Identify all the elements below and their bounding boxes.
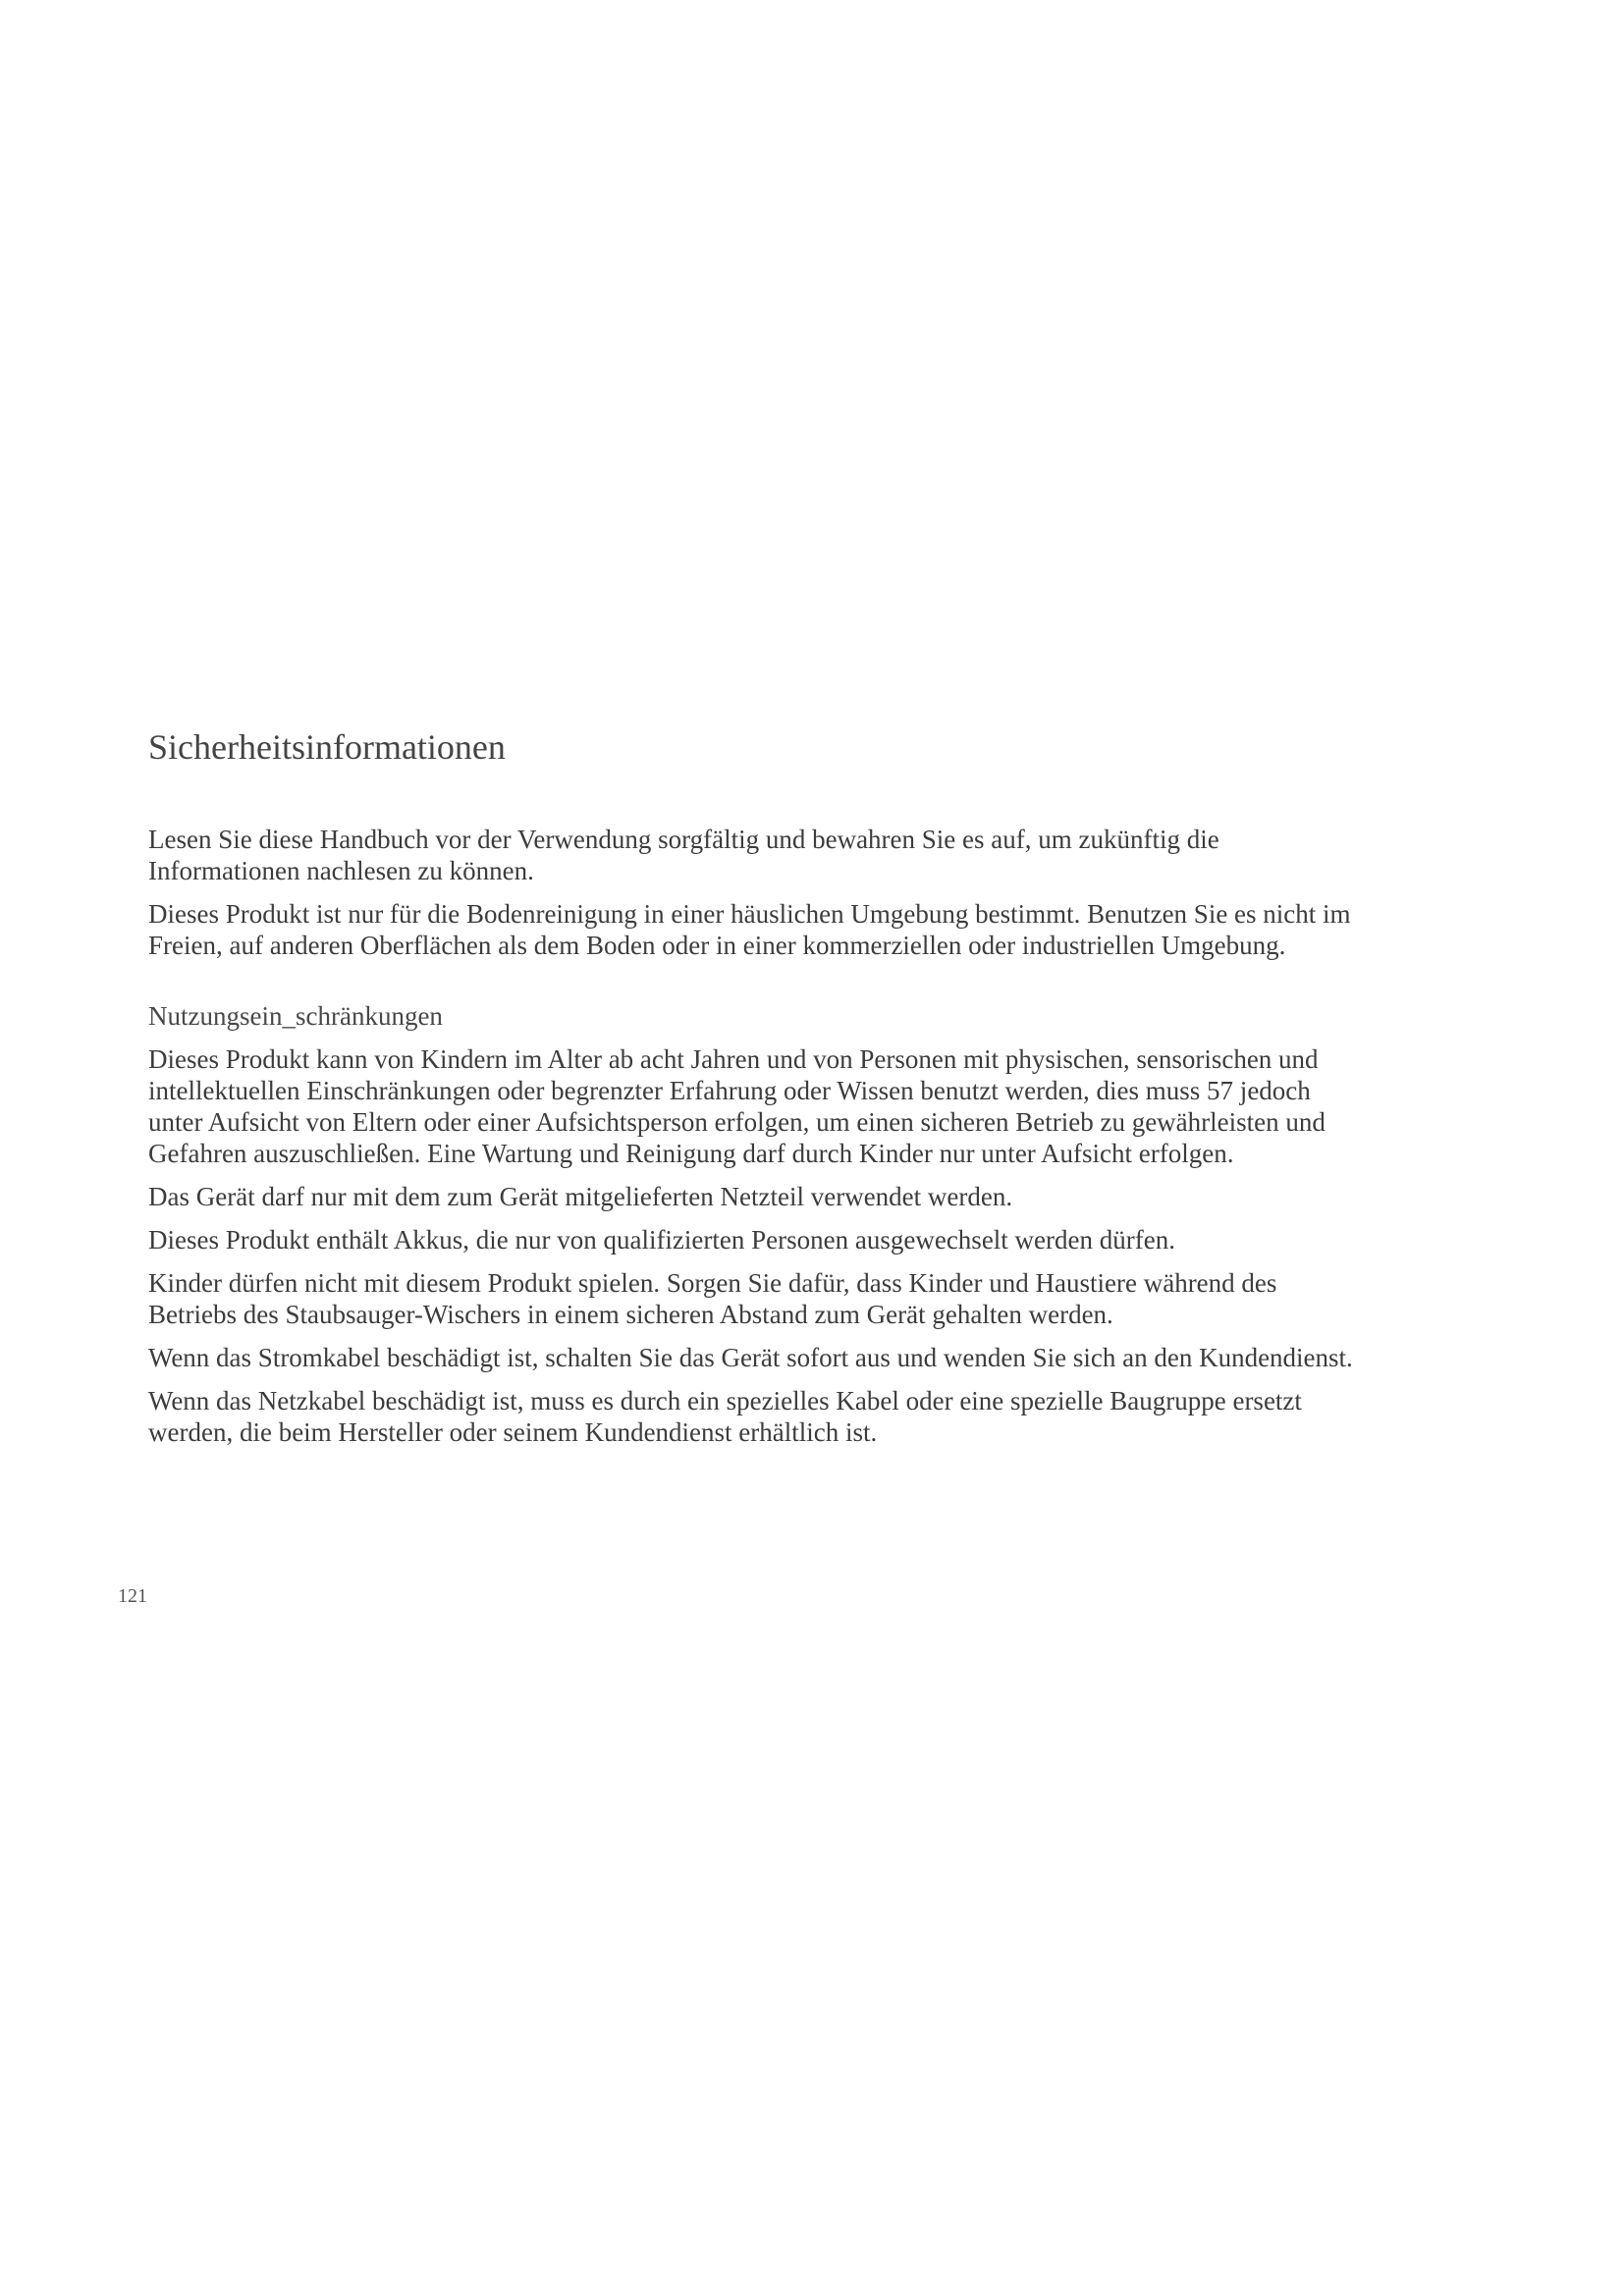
section-paragraph-2: Das Gerät darf nur mit dem zum Gerät mitgelieferten Netzteil verwendet werden.	[148, 1182, 1013, 1212]
page-number: 121	[118, 1585, 147, 1607]
intro-paragraph-1: Lesen Sie diese Handbuch vor der Verwendung sorgfältig und bewahren Sie es auf, um zukünftig die Informationen nachlesen zu können.	[148, 825, 1219, 886]
page-title: Sicherheitsinformationen	[148, 727, 506, 767]
intro-paragraph-2: Dieses Produkt ist nur für die Bodenreinigung in einer häuslichen Umgebung bestimmt. Benutzen Sie es nicht im Freien, auf anderen Oberflächen als dem Boden oder in einer kommerziellen oder industriellen Umgebung.	[148, 899, 1351, 961]
section-paragraph-6: Wenn das Netzkabel beschädigt ist, muss es durch ein spezielles Kabel oder eine spezielle Baugruppe ersetzt werden, die beim Hersteller oder seinem Kundendienst erhältlich ist.	[148, 1386, 1302, 1448]
section-heading: Nutzungsein_schränkungen	[148, 1001, 443, 1032]
section-paragraph-4: Kinder dürfen nicht mit diesem Produkt spielen. Sorgen Sie dafür, dass Kinder und Haustiere während des Betriebs des Staubsauger-Wischers in einem sicheren Abstand zum Gerät gehalten werden.	[148, 1268, 1277, 1330]
section-paragraph-1: Dieses Produkt kann von Kindern im Alter ab acht Jahren und von Personen mit physischen, sensorischen und intellektuellen Einschränkungen oder begrenzter Erfahrung oder Wissen benutzt werden, dies muss 57 jedoch unter Aufsicht von Eltern oder einer Aufsichtsperson erfolgen, um einen sicheren Betrieb zu gewährleisten und Gefahren auszuschließen. Eine Wartung und Reinigung darf durch Kinder nur unter Aufsicht erfolgen.	[148, 1044, 1326, 1169]
section-paragraph-3: Dieses Produkt enthält Akkus, die nur von qualifizierten Personen ausgewechselt werden dürfen.	[148, 1225, 1175, 1255]
section-paragraph-5: Wenn das Stromkabel beschädigt ist, schalten Sie das Gerät sofort aus und wenden Sie sich an den Kundendienst.	[148, 1343, 1353, 1373]
page-content	[148, 726, 1356, 1460]
